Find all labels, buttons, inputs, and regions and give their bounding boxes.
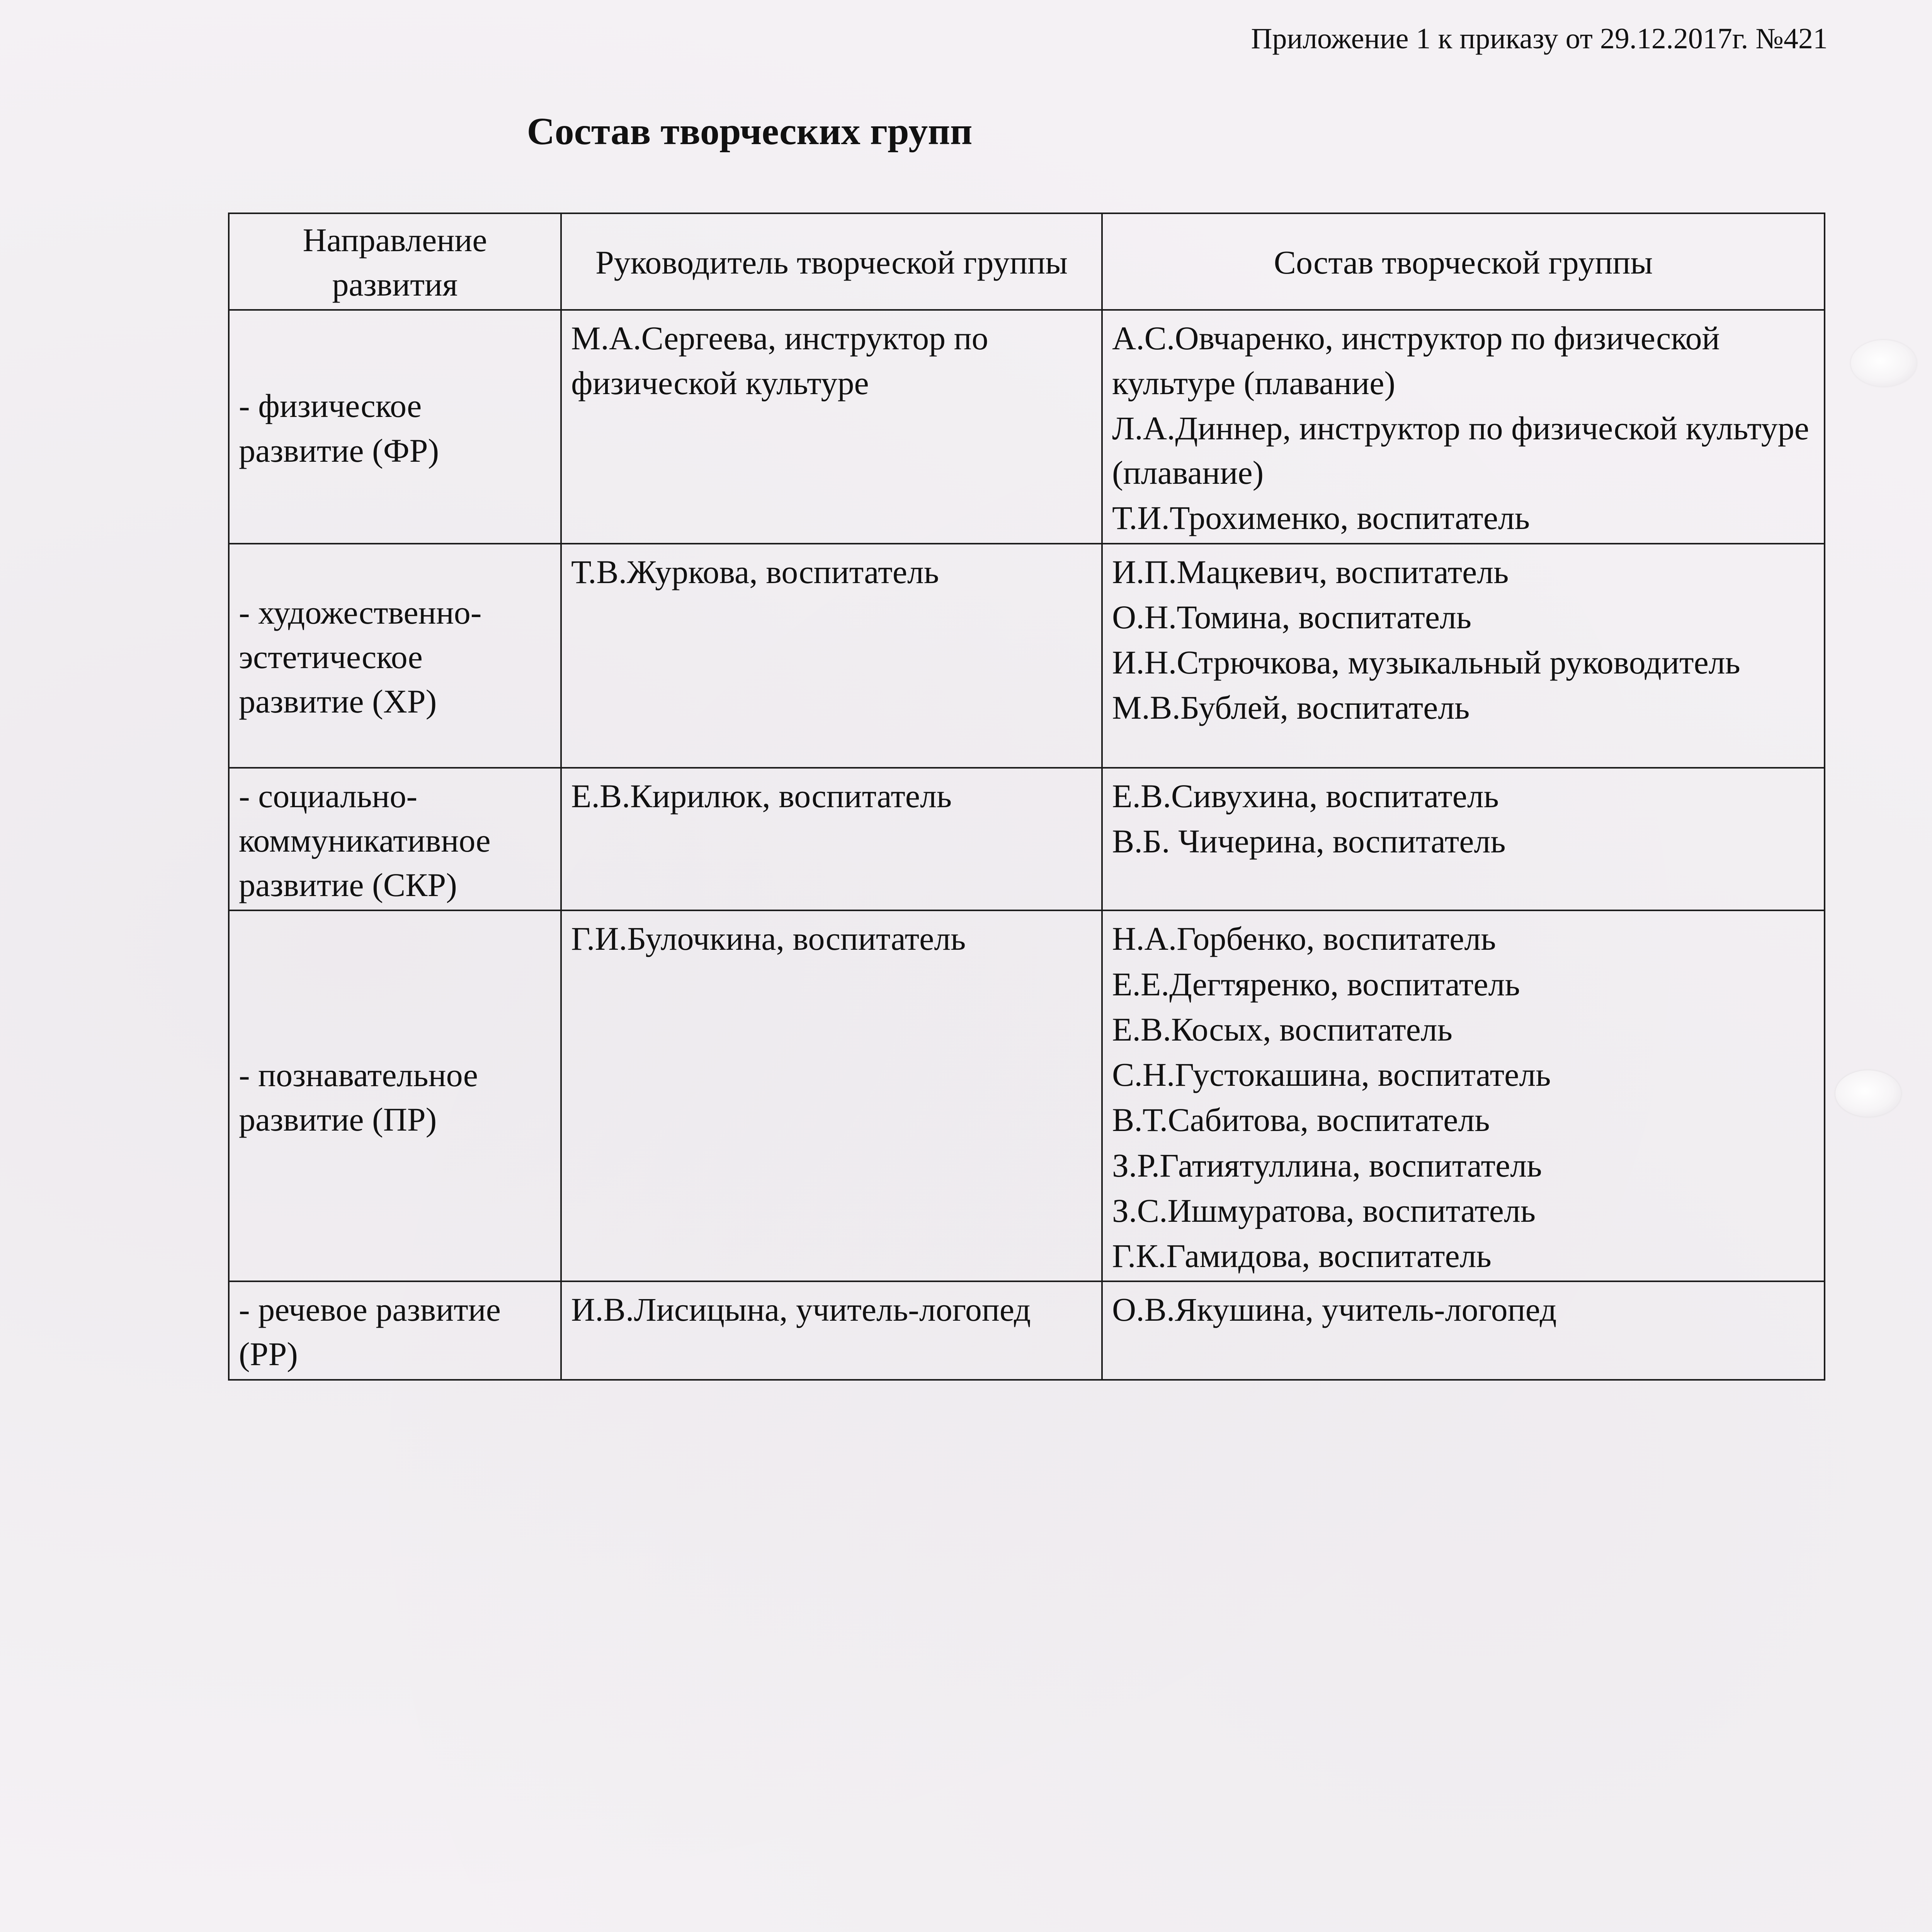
member-item: О.Н.Томина, воспитатель <box>1112 598 1472 636</box>
member-item: И.П.Мацкевич, воспитатель <box>1112 553 1509 590</box>
members-cell <box>1102 544 1825 768</box>
punch-hole-mark <box>1851 340 1917 386</box>
table-row <box>229 1281 1825 1379</box>
appendix-note: Приложение 1 к приказу от 29.12.2017г. №421 <box>1251 22 1828 55</box>
member-item: Е.В.Сивухина, воспитатель <box>1112 777 1499 815</box>
member-item: В.Б. Чичерина, воспитатель <box>1112 822 1506 860</box>
member-item: З.С.Ишмуратова, воспитатель <box>1112 1192 1536 1229</box>
member-item: Г.К.Гамидова, воспитатель <box>1112 1237 1492 1274</box>
leader-cell: М.А.Сергеева, инструктор по физической культуре <box>561 310 1102 543</box>
table-row <box>229 310 1825 543</box>
member-item: С.Н.Густокашина, воспитатель <box>1112 1056 1551 1094</box>
member-item: Н.А.Горбенко, воспитатель <box>1112 920 1496 957</box>
member-item: В.Т.Сабитова, воспитатель <box>1112 1101 1490 1139</box>
punch-hole-mark <box>1835 1070 1901 1117</box>
document-title: Состав творческих групп <box>527 110 973 153</box>
member-item: З.Р.Гатиятуллина, воспитатель <box>1112 1146 1542 1184</box>
direction-cell: - познавательное развитие (ПР) <box>229 910 561 1281</box>
members-cell <box>1102 768 1825 911</box>
member-item: Т.И.Трохименко, воспитатель <box>1112 499 1530 537</box>
table-header-row <box>229 213 1825 310</box>
table-row <box>229 544 1825 768</box>
direction-cell: - физическое развитие (ФР) <box>229 310 561 543</box>
member-item: Л.А.Диннер, инструктор по физической культуре (плавание) <box>1112 409 1809 492</box>
header-direction: Направление развития <box>229 213 561 310</box>
header-members: Состав творческой группы <box>1102 213 1825 310</box>
members-cell <box>1102 1281 1825 1379</box>
member-item: О.В.Якушина, учитель-логопед <box>1112 1291 1557 1328</box>
member-item: И.Н.Стрючкова, музыкальный руководитель <box>1112 644 1740 681</box>
direction-cell: - речевое развитие (РР) <box>229 1281 561 1379</box>
member-item: М.В.Бублей, воспитатель <box>1112 689 1470 726</box>
members-cell <box>1102 310 1825 543</box>
leader-cell: Т.В.Журкова, воспитатель <box>561 544 1102 768</box>
table-row <box>229 910 1825 1281</box>
member-item: Е.В.Косых, воспитатель <box>1112 1010 1452 1048</box>
creative-groups-table <box>228 213 1825 1381</box>
table-row <box>229 768 1825 911</box>
leader-cell: Г.И.Булочкина, воспитатель <box>561 910 1102 1281</box>
leader-cell: И.В.Лисицына, учитель-логопед <box>561 1281 1102 1379</box>
direction-cell: - художественно-эстетическое развитие (ХР) <box>229 544 561 768</box>
direction-cell: - социально-коммуникативное развитие (СКР) <box>229 768 561 911</box>
leader-cell: Е.В.Кирилюк, воспитатель <box>561 768 1102 911</box>
members-cell <box>1102 910 1825 1281</box>
member-item: Е.Е.Дегтяренко, воспитатель <box>1112 965 1520 1003</box>
member-item: А.С.Овчаренко, инструктор по физической культуре (плавание) <box>1112 320 1720 401</box>
header-leader: Руководитель творческой группы <box>561 213 1102 310</box>
